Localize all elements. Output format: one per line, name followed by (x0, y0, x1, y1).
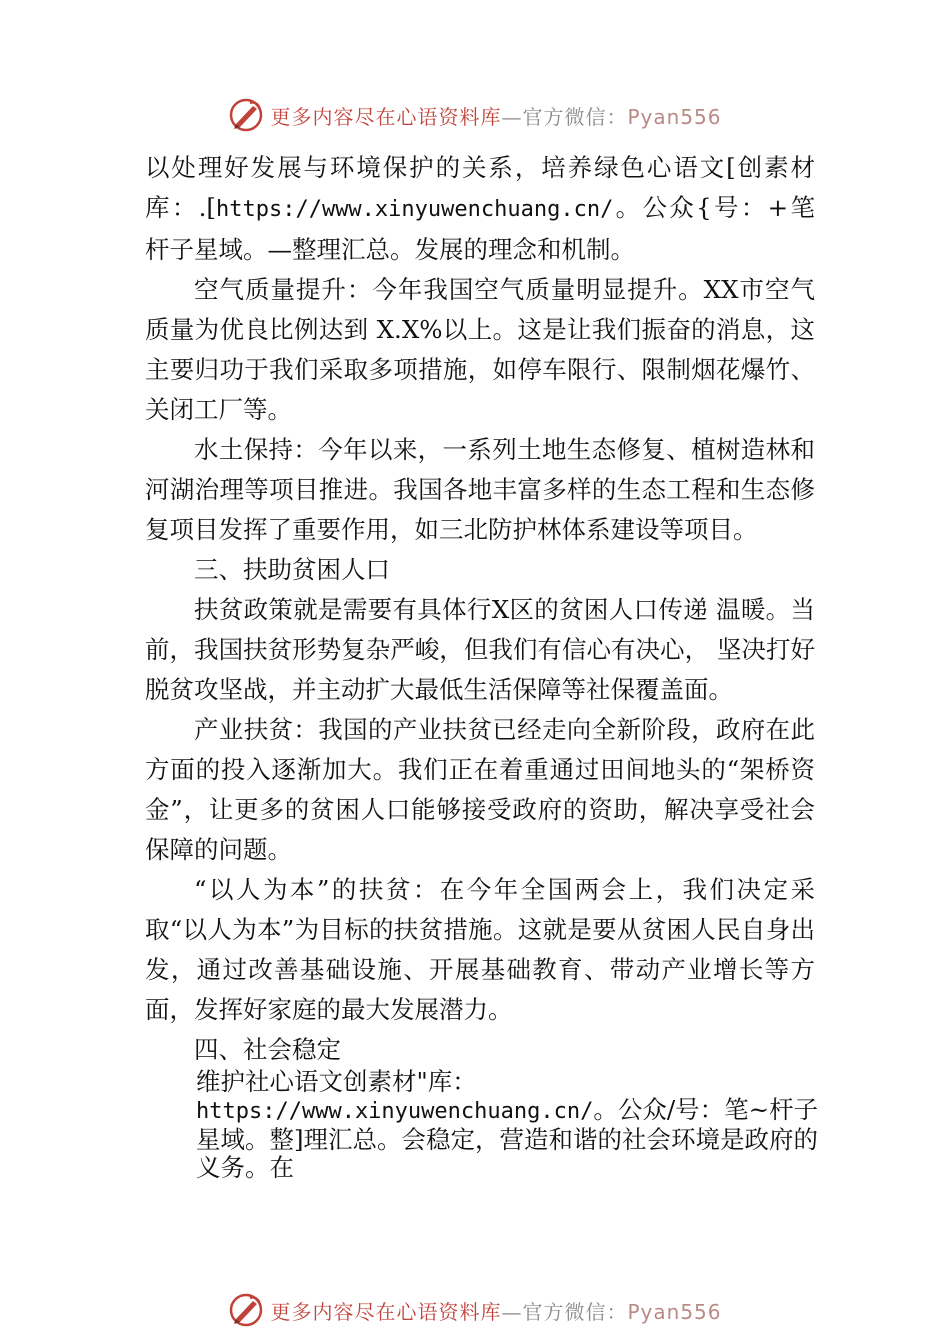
section-heading-4: 四、社会稳定 (194, 1035, 341, 1064)
pen-logo-icon (228, 97, 264, 133)
section-heading-3: 三、扶助贫困人口 (194, 555, 390, 584)
paragraph-social-stability (196, 1068, 836, 1182)
footer-banner (0, 1290, 950, 1330)
paragraph-1-text-b: 。公众{号：+笔杆子星域。—整理汇总。发展的理念和机制。 (145, 193, 815, 264)
paragraph-7-text-a: 维护社心语文创素材"库： (196, 1067, 477, 1096)
paragraph-poverty-policy: 扶贫政策就是需要有具体行X区的贫困人口传递 温暖。当前，我国扶贫形势复杂严峻，但我们有信心有决心， 坚决打好脱贫攻坚战，并主动扩大最低生活保障等社保覆盖面。 (145, 595, 815, 704)
header-banner-tail: 官方微信： (522, 104, 628, 129)
paragraph-7-url: https://www.xinyuwenchuang.cn/ (196, 1099, 594, 1124)
header-banner-sep: — (501, 104, 523, 129)
paragraph-soil-conservation: 水土保持：今年以来，一系列土地生态修复、植树造林和河湖治理等项目推进。我国各地丰富多样的生态工程和生态修复项目发挥了重要作用，如三北防护林体系建设等项目。 (145, 435, 815, 544)
document-body (145, 148, 815, 1070)
paragraph-people-oriented: “以人为本”的扶贫：在今年全国两会上，我们决定采取“以人为本”为目标的扶贫措施。这就是要从贫困人民自身出发，通过改善基础设施、开展基础教育、带动产业增长等方面，发挥好家庭的最大发展潜力。 (145, 875, 815, 1024)
paragraph-1 (145, 148, 815, 270)
footer-wechat-id: Pyan556 (627, 1299, 722, 1324)
paragraph-air-quality: 空气质量提升：今年我国空气质量明显提升。XX市空气质量为优良比例达到 X.X%以上。这是让我们振奋的消息，这主要归功于我们采取多项措施，如停车限行、限制烟花爆竹、关闭工厂等。 (145, 275, 815, 424)
paragraph-7-text-b: 。公众/号：笔~杆子星域。整]理汇总。会稳定，营造和谐的社会环境是政府的义务。在 (196, 1095, 819, 1182)
pen-logo-icon (228, 1292, 264, 1328)
paragraph-industry-poverty: 产业扶贫：我国的产业扶贫已经走向全新阶段，政府在此方面的投入逐渐加大。我们正在着重通过田间地头的“架桥资金”，让更多的贫困人口能够接受政府的资助，解决享受社会保障的问题。 (145, 715, 815, 864)
header-banner (0, 95, 950, 135)
footer-banner-sep: — (501, 1299, 523, 1324)
header-wechat-id: Pyan556 (627, 104, 722, 129)
footer-banner-text (270, 1296, 721, 1325)
footer-banner-tail: 官方微信： (522, 1299, 628, 1324)
footer-banner-main: 更多内容尽在心语资料库 (270, 1299, 502, 1324)
header-banner-main: 更多内容尽在心语资料库 (270, 104, 502, 129)
paragraph-1-url: https://www.xinyuwenchuang.cn/ (215, 197, 614, 222)
paragraph-1-text-a: 以处理好发展与环境保护的关系，培养绿色心语文[创素材库：.[ (145, 153, 815, 222)
header-banner-text (270, 101, 721, 130)
